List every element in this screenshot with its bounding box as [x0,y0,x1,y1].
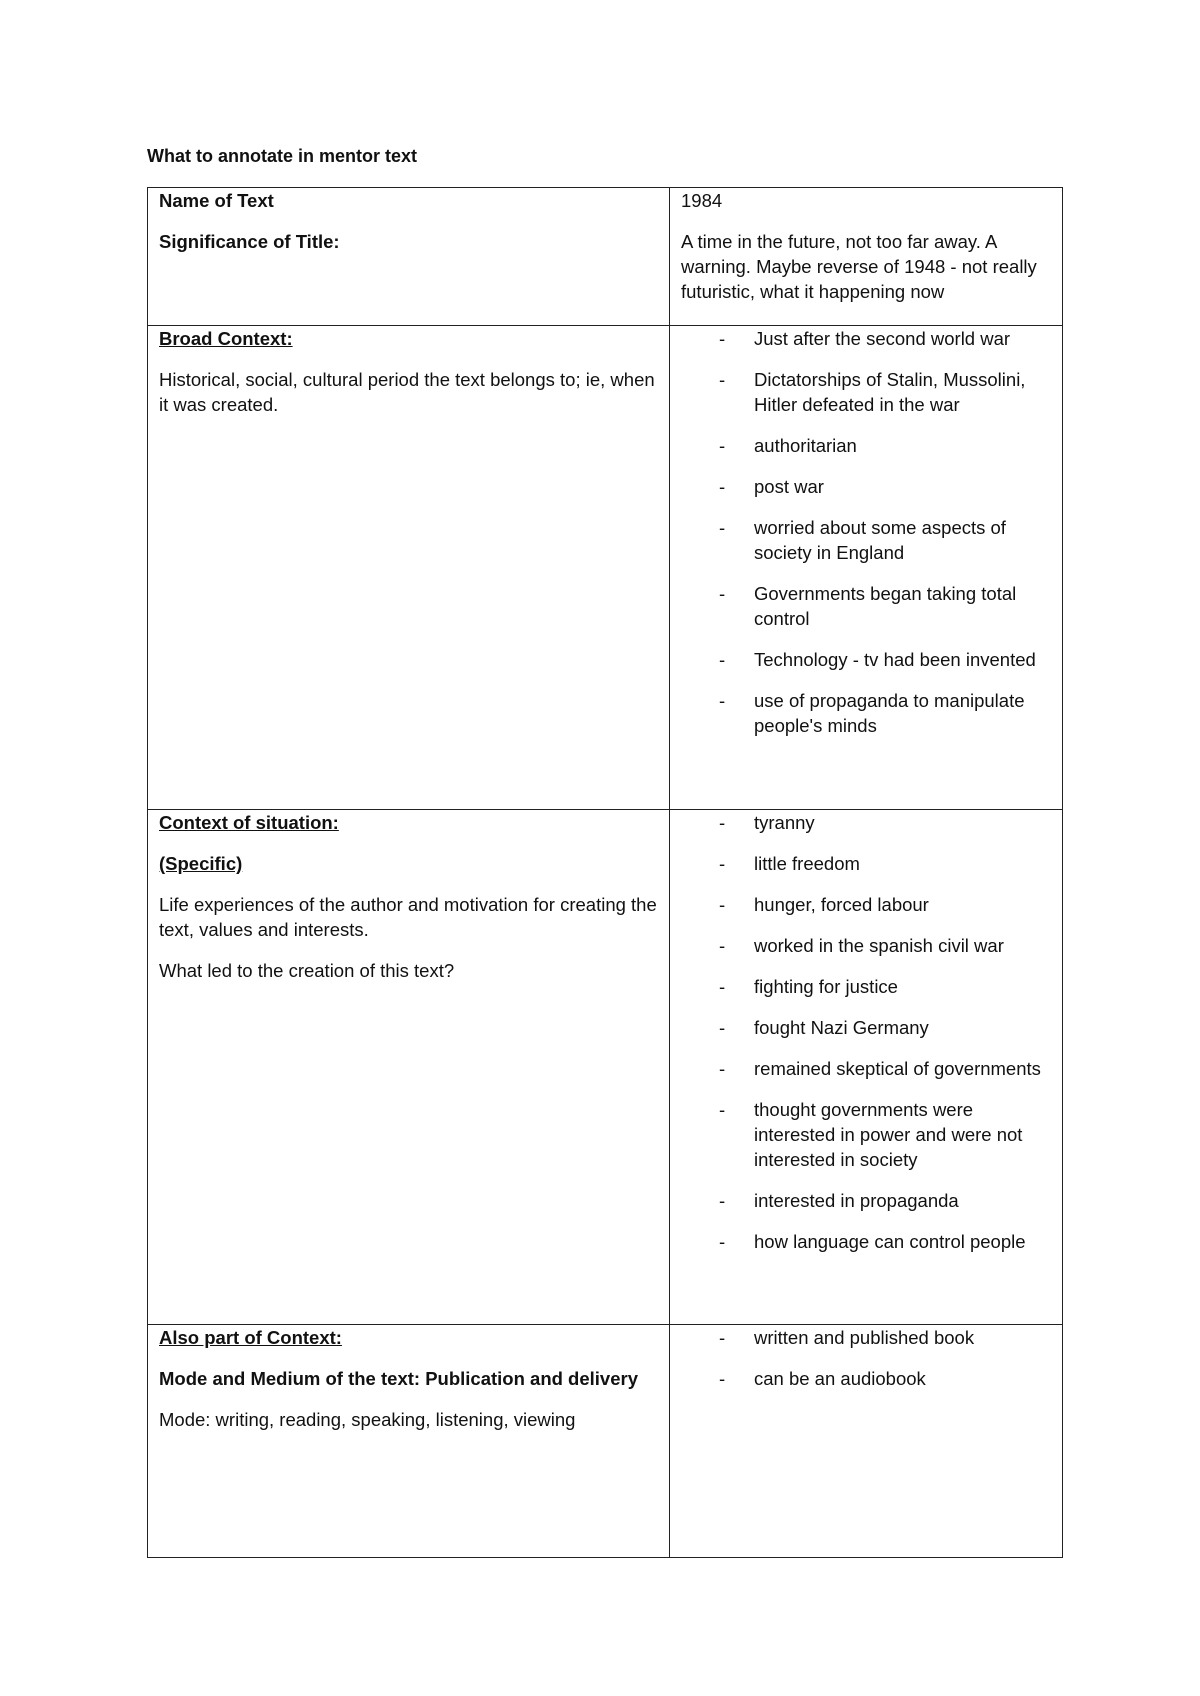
dash-bullet-icon: - [719,328,726,349]
page-heading: What to annotate in mentor text [147,146,417,166]
significance-of-title-value: A time in the future, not too far away. A warning. Maybe reverse of 1948 - not really futuristic, what it happening now [681,231,1037,302]
dash-bullet-icon: - [719,1368,726,1389]
list-item-text: tyranny [754,812,815,833]
dash-bullet-icon: - [719,853,726,874]
cell-mode-medium-prompt [148,1325,670,1558]
list-item-text: written and published book [754,1327,975,1348]
list-item-text: post war [754,476,824,497]
dash-bullet-icon: - [719,1058,726,1079]
list-item-text: Dictatorships of Stalin, Mussolini, Hitler defeated in the war [754,369,1026,415]
dash-bullet-icon: - [719,649,726,670]
list-item-text: thought governments were interested in power and were not interested in society [754,1099,1023,1170]
mode-and-medium-subheading: Mode and Medium of the text: Publication and delivery [159,1368,638,1389]
dash-bullet-icon: - [719,1190,726,1211]
list-item [681,647,1052,672]
list-item-text: Governments began taking total control [754,583,1017,629]
cell-broad-context-prompt [148,326,670,810]
list-item [681,367,1052,417]
dash-bullet-icon: - [719,583,726,604]
list-item [681,933,1052,958]
broad-context-heading: Broad Context: [159,328,293,349]
list-item-text: interested in propaganda [754,1190,959,1211]
list-item-text: Just after the second world war [754,328,1011,349]
list-item-text: Technology - tv had been invented [754,649,1036,670]
list-item-text: little freedom [754,853,860,874]
mode-description: Mode: writing, reading, speaking, listening, viewing [159,1409,576,1430]
cell-mode-medium-notes [670,1325,1063,1558]
context-of-situation-heading: Context of situation: [159,812,339,833]
list-item [681,581,1052,631]
list-item [681,1366,1052,1391]
broad-context-list [681,326,1052,738]
dash-bullet-icon: - [719,1017,726,1038]
list-item-text: worried about some aspects of society in England [754,517,1006,563]
dash-bullet-icon: - [719,517,726,538]
list-item [681,515,1052,565]
list-item [681,1325,1052,1350]
dash-bullet-icon: - [719,435,726,456]
cell-context-of-situation-notes [670,810,1063,1325]
cell-broad-context-notes [670,326,1063,810]
dash-bullet-icon: - [719,935,726,956]
list-item [681,474,1052,499]
list-item-text: can be an audiobook [754,1368,926,1389]
dash-bullet-icon: - [719,1231,726,1252]
list-item [681,326,1052,351]
list-item [681,892,1052,917]
list-item-text: use of propaganda to manipulate people's minds [754,690,1025,736]
specific-subheading: (Specific) [159,853,243,874]
table-row-name-of-text [148,188,1063,326]
cell-title-values [670,188,1063,326]
list-item [681,1229,1052,1254]
list-item [681,1056,1052,1081]
name-of-text-value: 1984 [681,190,723,211]
list-item-text: authoritarian [754,435,857,456]
list-item [681,1097,1052,1172]
list-item [681,1015,1052,1040]
cell-title-labels [148,188,670,326]
significance-of-title-label: Significance of Title: [159,231,340,252]
list-item [681,810,1052,835]
dash-bullet-icon: - [719,476,726,497]
cell-context-of-situation-prompt [148,810,670,1325]
dash-bullet-icon: - [719,690,726,711]
list-item [681,688,1052,738]
mode-and-medium-list [681,1325,1052,1391]
list-item-text: fighting for justice [754,976,898,997]
list-item [681,1188,1052,1213]
table-row-context-of-situation [148,810,1063,1325]
dash-bullet-icon: - [719,1099,726,1120]
dash-bullet-icon: - [719,976,726,997]
list-item-text: hunger, forced labour [754,894,929,915]
table-row-mode-and-medium [148,1325,1063,1558]
list-item-text: how language can control people [754,1231,1026,1252]
list-item-text: worked in the spanish civil war [754,935,1004,956]
broad-context-description: Historical, social, cultural period the text belongs to; ie, when it was created. [159,369,655,415]
list-item-text: remained skeptical of governments [754,1058,1041,1079]
dash-bullet-icon: - [719,369,726,390]
name-of-text-label: Name of Text [159,190,274,211]
list-item [681,851,1052,876]
dash-bullet-icon: - [719,894,726,915]
list-item [681,433,1052,458]
context-of-situation-list [681,810,1052,1254]
dash-bullet-icon: - [719,1327,726,1348]
list-item [681,974,1052,999]
annotation-table [147,187,1063,1558]
table-row-broad-context [148,326,1063,810]
context-of-situation-description: Life experiences of the author and motivation for creating the text, values and interests. [159,894,657,940]
dash-bullet-icon: - [719,812,726,833]
list-item-text: fought Nazi Germany [754,1017,929,1038]
context-of-situation-question: What led to the creation of this text? [159,960,455,981]
also-part-of-context-heading: Also part of Context: [159,1327,342,1348]
